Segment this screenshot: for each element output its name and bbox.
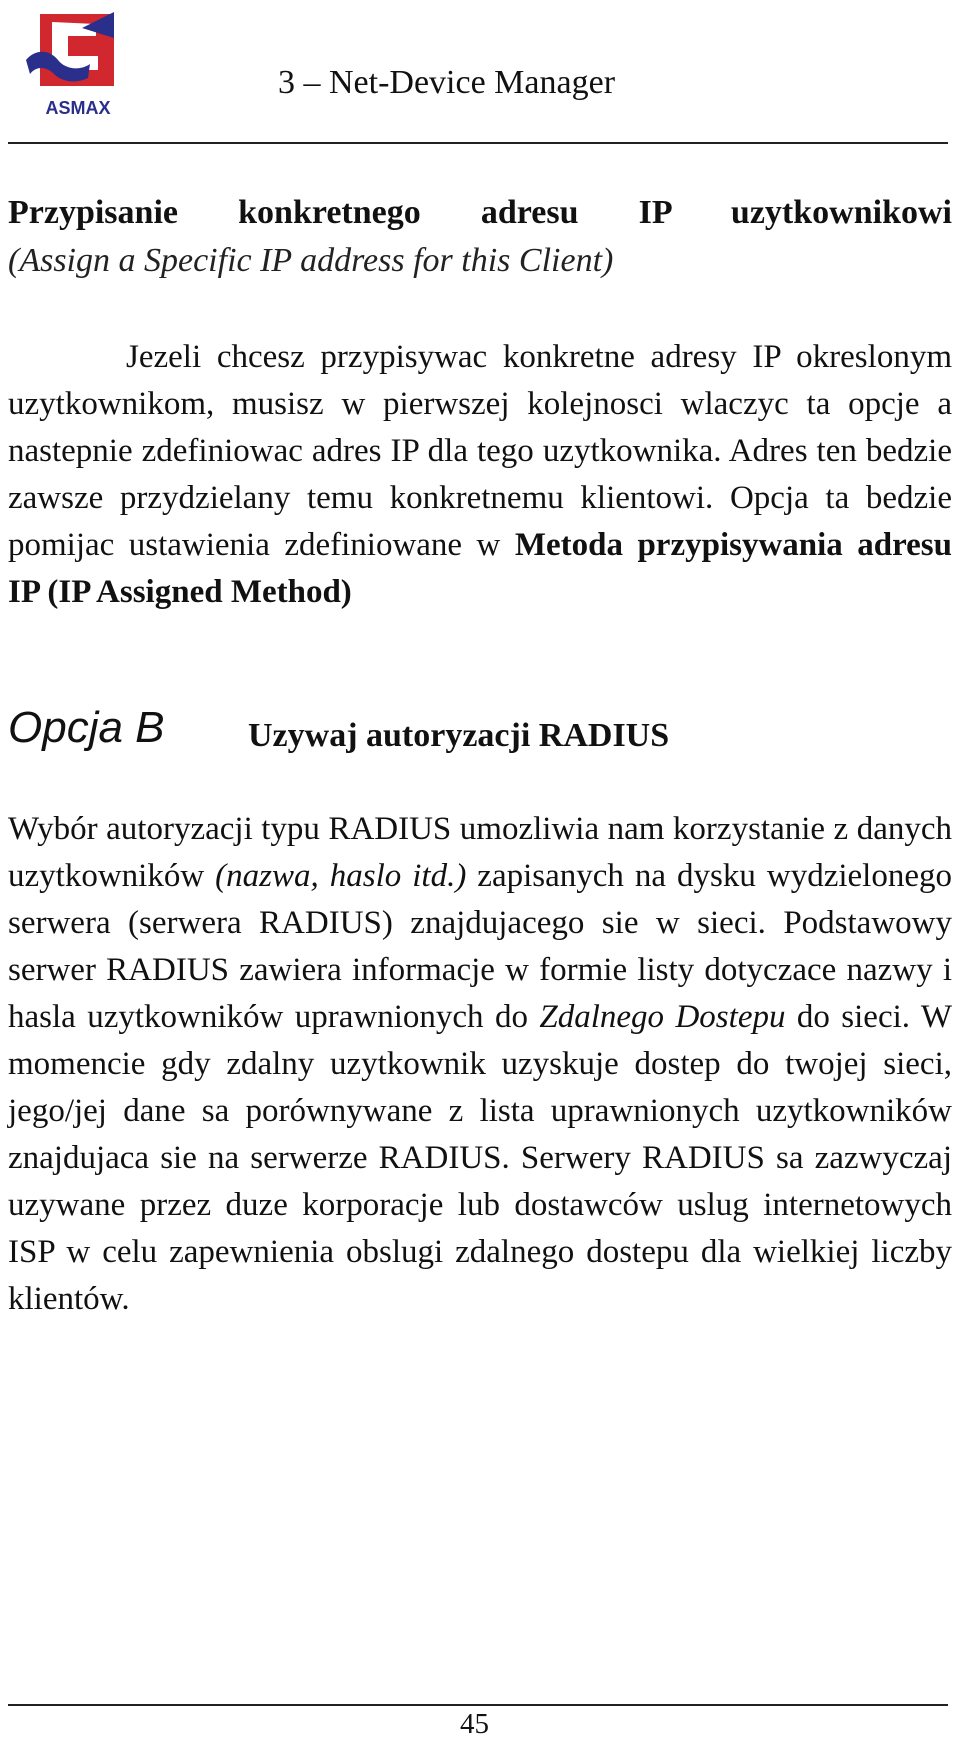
paragraph-radius-italic2: Zdalnego Dostepu bbox=[539, 999, 786, 1035]
paragraph-assign-ip bbox=[8, 334, 952, 616]
logo-text: ASMAX bbox=[45, 98, 111, 118]
footer-divider bbox=[8, 1704, 948, 1706]
paragraph-radius-part1: Wybór autoryzacji typu RADIUS umozliwia nam korzystanie z danych uzytkowników bbox=[8, 811, 952, 894]
option-title: Uzywaj autoryzacji RADIUS bbox=[248, 717, 670, 754]
option-label: Opcja B bbox=[8, 703, 165, 752]
paragraph-assign-ip-bold: Metoda przypisywania adresu IP (IP Assigned Method) bbox=[8, 527, 953, 610]
page-number: 45 bbox=[460, 1708, 489, 1740]
asmax-logo bbox=[22, 8, 134, 120]
paragraph-assign-ip-text: Jezeli chcesz przypisywac konkretne adresy IP okreslonym uzytkownikom, musisz w pierwszej kolejnosci wlaczyc ta opcje a nastepnie zdefiniowac adres IP dla tego uzytkownika. Adres ten bedzie zawsze przydzielany temu konkretnemu klientowi. Opcja ta bedzie pomijac ustawienia zdefiniowane w bbox=[8, 339, 952, 563]
header-title: 3 – Net-Device Manager bbox=[278, 64, 616, 101]
section-title: Przypisanie konkretnego adresu IP uzytkownikowi bbox=[8, 194, 952, 231]
header-divider bbox=[8, 142, 948, 144]
paragraph-radius bbox=[8, 806, 952, 1323]
section-subtitle: (Assign a Specific IP address for this Client) bbox=[8, 242, 614, 279]
paragraph-radius-part3: do sieci. W momencie gdy zdalny uzytkownik uzyskuje dostep do twojej sieci, jego/jej dane sa porównywane z lista uprawnionych uzytkowników znajdujaca sie na serwerze RADIUS. Serwery RADIUS sa zazwyczaj uzywane przez duze korporacje lub dostawców uslug internetowych ISP w celu zapewnienia obslugi zdalnego dostepu dla wielkiej liczby klientów. bbox=[8, 999, 952, 1317]
paragraph-radius-part2: zapisanych na dysku wydzielonego serwera (serwera RADIUS) znajdujacego sie w sieci. Podstawowy serwer RADIUS zawiera informacje w formie listy dotyczace nazwy i hasla uzytkowników uprawnionych do bbox=[8, 858, 952, 1035]
paragraph-radius-italic1: (nazwa, haslo itd.) bbox=[215, 858, 467, 894]
